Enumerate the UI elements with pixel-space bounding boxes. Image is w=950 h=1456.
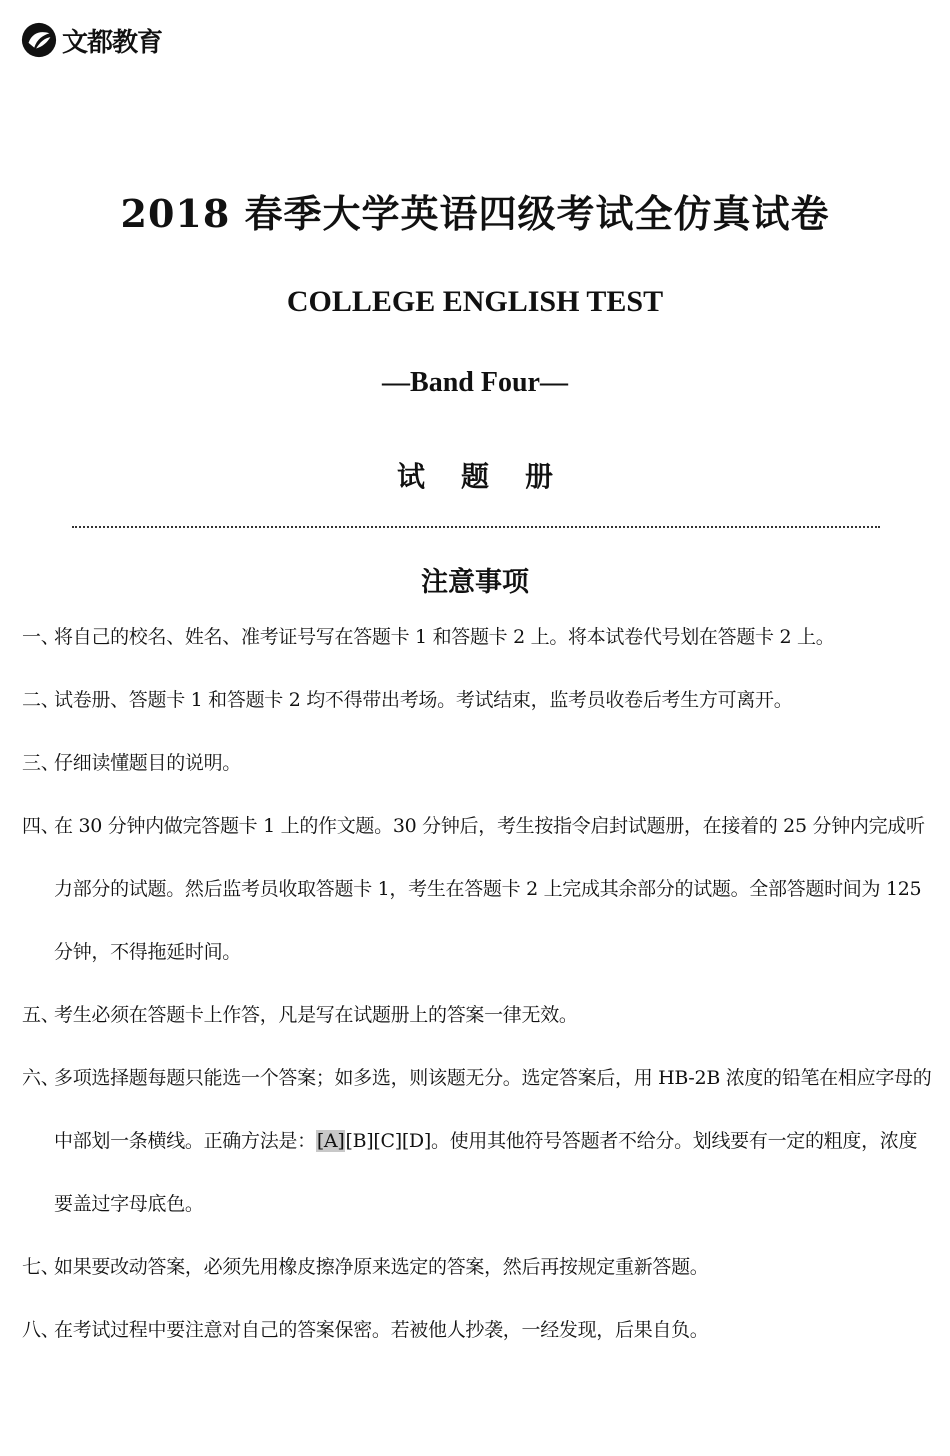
note-item-2 [22,669,932,732]
booklet-char: 试 [396,460,425,493]
wendu-logo-icon [20,21,58,59]
notes-heading: 注意事项 [421,567,529,598]
booklet-char: 册 [525,460,554,493]
note-number: 三、 [22,752,60,774]
booklet-char: 题 [460,460,489,493]
note-text: 在 30 分钟内做完答题卡 1 上的作文题。30 分钟后，考生按指令启封试题册，在接着的 25 分钟内完成听力部分的试题。然后监考员收取答题卡 1，考生在答题卡 2 上完成其余部分的试题。全部答题时间为 125 分钟，不得拖延时间。 [54,815,925,963]
note-number: 八、 [22,1319,60,1341]
notes-list [22,606,932,1362]
note-item-6 [22,1047,932,1236]
note-item-7 [22,1236,932,1299]
note-text: 将自己的校名、姓名、准考证号写在答题卡 1 和答题卡 2 上。将本试卷代号划在答题卡 2 上。 [54,626,835,648]
page-title-english: COLLEGE ENGLISH TEST [286,285,664,318]
note-item-3 [22,732,932,795]
answer-options: [B][C][D] [345,1130,431,1152]
note-number: 一、 [22,626,60,648]
note-item-8 [22,1299,932,1362]
note-number: 七、 [22,1256,60,1278]
marked-option-a: [A] [316,1130,345,1152]
brand-logo [20,20,162,60]
note-number: 四、 [22,815,60,837]
note-text: 如果要改动答案，必须先用橡皮擦净原来选定的答案，然后再按规定重新答题。 [54,1256,709,1278]
band-label: —Band Four— [382,367,568,398]
note-text: 试卷册、答题卡 1 和答题卡 2 均不得带出考场。考试结束，监考员收卷后考生方可离开。 [54,689,793,711]
page-title-chinese: 2018 春季大学英语四级考试全仿真试卷 [120,191,830,236]
note-text: 考生必须在答题卡上作答，凡是写在试题册上的答案一律无效。 [54,1004,578,1026]
dotted-divider [72,526,880,528]
booklet-label [0,455,950,495]
note-item-5 [22,984,932,1047]
note-number: 二、 [22,689,60,711]
note-number: 六、 [22,1067,60,1089]
note-text: 多项选择题每题只能选一个答案；如多选，则该题无分。选定答案后，用 HB-2B 浓度的铅笔在相应字母的中部划一条横线。正确方法是： [54,1067,932,1152]
brand-name: 文都教育 [62,27,163,58]
note-item-4 [22,795,932,984]
note-text: 。使用其他符号答题者不给分。划线要有一定的粗度，浓度要盖过字母底色。 [54,1130,918,1215]
note-number: 五、 [22,1004,60,1026]
note-item-1 [22,606,932,669]
note-text: 在考试过程中要注意对自己的答案保密。若被他人抄袭，一经发现，后果自负。 [54,1319,709,1341]
note-text: 仔细读懂题目的说明。 [54,752,242,774]
